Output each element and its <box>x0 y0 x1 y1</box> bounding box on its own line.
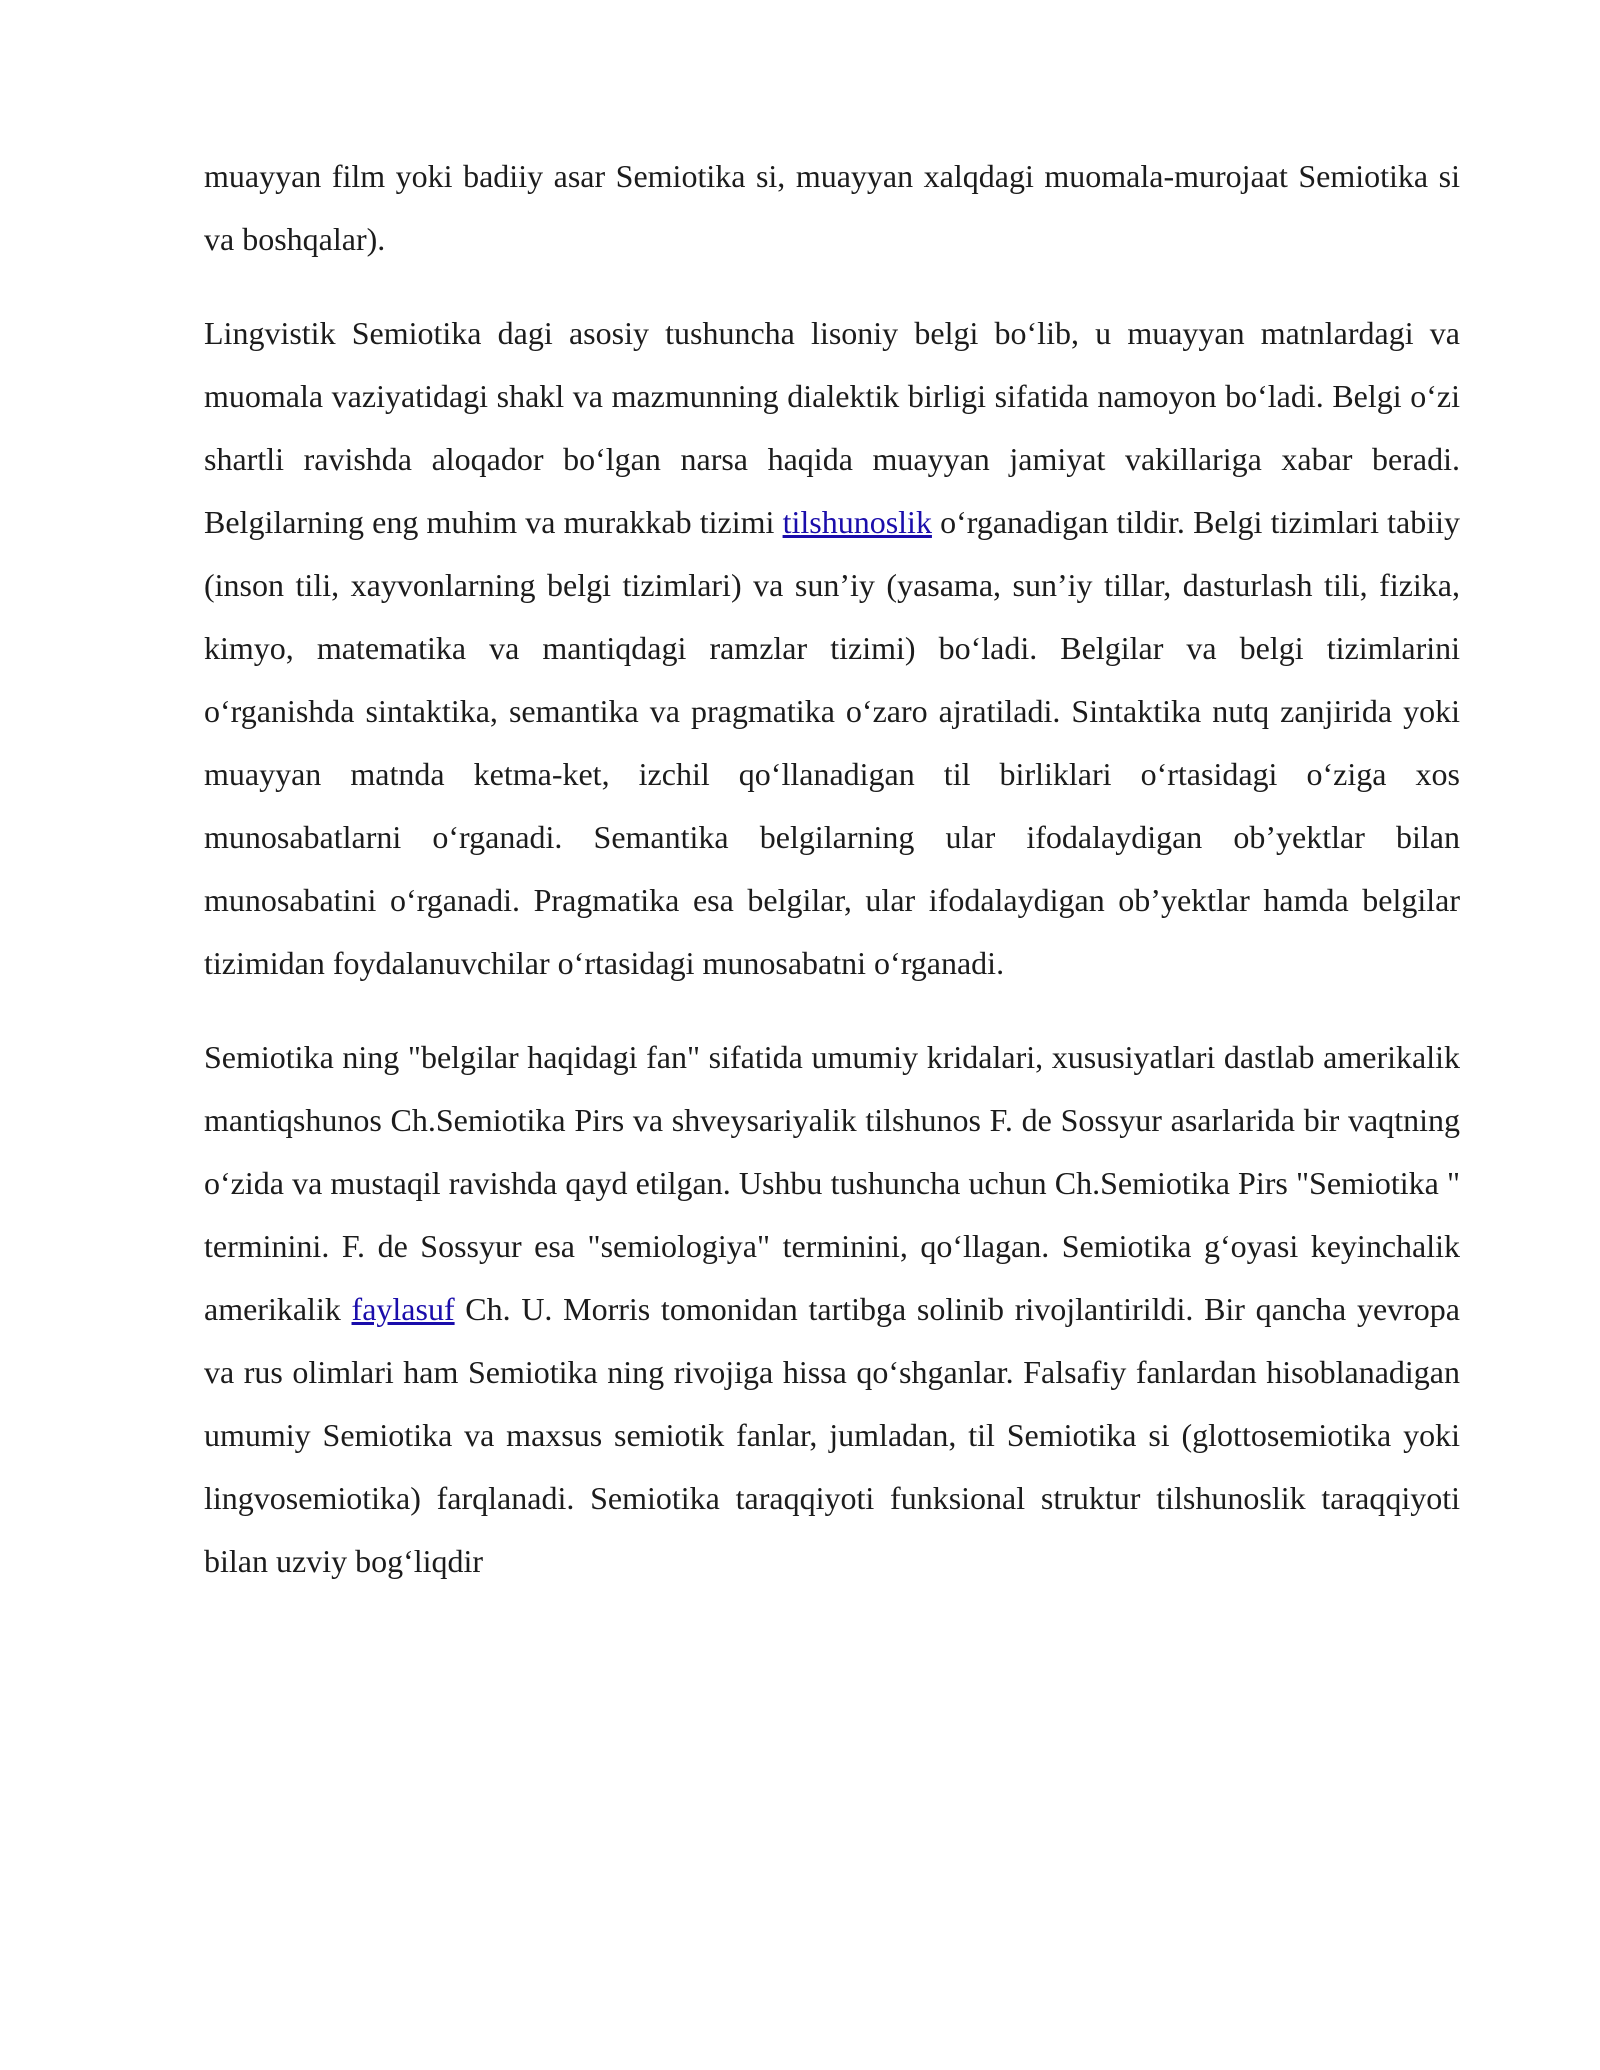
paragraph-1 <box>204 145 1460 271</box>
paragraph-2-text-start: Lingvistik Semiotika dagi asosiy tushuncha lisoniy belgi bo‘lib, u muayyan matnlardagi va muomala vaziyatidagi shakl va mazmunning dialektik birligi sifatida namoyon bo‘ladi. Belgi o‘zi shartli ravishda aloqador bo‘lgan narsa haqida muayyan jamiyat vakillariga xabar beradi. Belgilarning eng muhim va murakkab tizimi <box>204 315 1460 540</box>
paragraph-2 <box>204 302 1460 995</box>
tilshunoslik-link[interactable]: tilshunoslik <box>782 504 932 540</box>
faylasuf-link[interactable]: faylasuf <box>351 1291 455 1327</box>
paragraph-3-text-end: Ch. U. Morris tomonidan tartibga solinib rivojlantirildi. Bir qancha yevropa va rus olimlari ham Semiotika ning rivojiga hissa qo‘shganlar. Falsafiy fanlardan hisoblanadigan umumiy Semiotika va maxsus semiotik fanlar, jumladan, til Semiotika si (glottosemiotika yoki lingvosemiotika) farqlanadi. Semiotika taraqqiyoti funksional struktur tilshunoslik taraqqiyoti bilan uzviy bog‘liqdir <box>204 1291 1461 1579</box>
document-page <box>204 145 1460 1624</box>
paragraph-1-text: muayyan film yoki badiiy asar Semiotika si, muayyan xalqdagi muomala-murojaat Semiotika si va boshqalar). <box>204 158 1460 257</box>
paragraph-3-text-start: Semiotika ning "belgilar haqidagi fan" sifatida umumiy kridalari, xususiyatlari dastlab amerikalik mantiqshunos Ch.Semiotika Pirs va shveysariyalik tilshunos F. de Sossyur asarlarida bir vaqtning o‘zida va mustaqil ravishda qayd etilgan. Ushbu tushuncha uchun Ch.Semiotika Pirs "Semiotika " terminini. F. de Sossyur esa "semiologiya" terminini, qo‘llagan. Semiotika g‘oyasi keyinchalik amerikalik <box>204 1039 1460 1327</box>
paragraph-2-text-end: o‘rganadigan tildir. Belgi tizimlari tabiiy (inson tili, xayvonlarning belgi tizimlari) va sun’iy (yasama, sun’iy tillar, dasturlash tili, fizika, kimyo, matematika va mantiqdagi ramzlar tizimi) bo‘ladi. Belgilar va belgi tizimlarini o‘rganishda sintaktika, semantika va pragmatika o‘zaro ajratiladi. Sintaktika nutq zanjirida yoki muayyan matnda ketma-ket, izchil qo‘llanadigan til birliklari o‘rtasidagi o‘ziga xos munosabatlarni o‘rganadi. Semantika belgilarning ular ifodalaydigan ob’yektlar bilan munosabatini o‘rganadi. Pragmatika esa belgilar, ular ifodalaydigan ob’yektlar hamda belgilar tizimidan foydalanuvchilar o‘rtasidagi munosabatni o‘rganadi. <box>204 504 1461 981</box>
paragraph-3 <box>204 1026 1460 1593</box>
